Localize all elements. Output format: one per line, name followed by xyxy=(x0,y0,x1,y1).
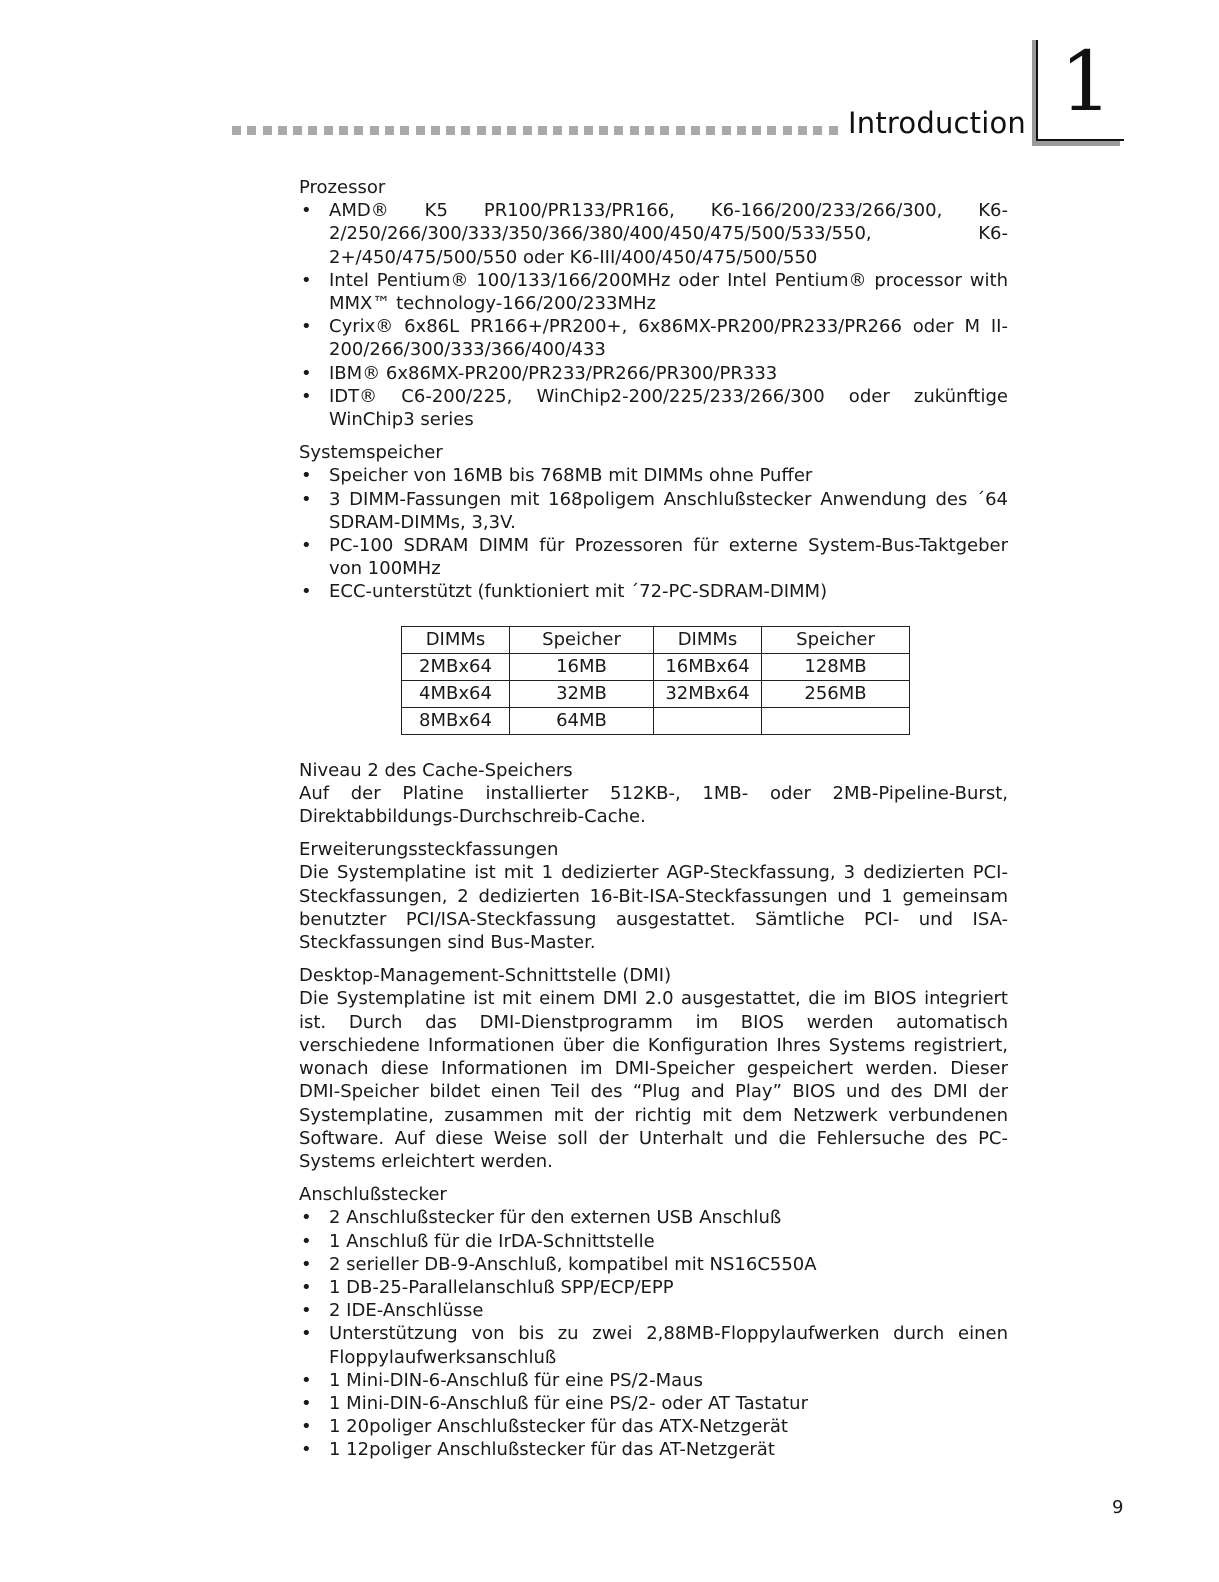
list-item: • 1 Mini-DIN-6-Anschluß für eine PS/2-Maus xyxy=(299,1369,1008,1392)
table-cell: 2MBx64 xyxy=(402,653,510,680)
section-heading: Systemspeicher xyxy=(299,442,443,464)
table-cell: 32MBx64 xyxy=(654,680,762,707)
table-cell: 4MBx64 xyxy=(402,680,510,707)
column-header: DIMMs xyxy=(402,626,510,653)
bullet-list xyxy=(299,464,1008,603)
list-item: • Cyrix® 6x86L PR166+/PR200+, 6x86MX-PR200/PR233/PR266 oder M II-200/266/300/333/366/400/433 xyxy=(299,315,1008,361)
list-item: • 1 20poliger Anschlußstecker für das ATX-Netzgerät xyxy=(299,1415,1008,1438)
list-item: • 1 Anschluß für die IrDA-Schnittstelle xyxy=(299,1230,1008,1253)
section-heading: Prozessor xyxy=(299,177,386,198)
section-heading: Niveau 2 des Cache-Speichers xyxy=(299,759,573,781)
chapter-number-box xyxy=(1032,35,1124,146)
table-cell: 128MB xyxy=(762,653,910,680)
list-item: • AMD® K5 PR100/PR133/PR166, K6-166/200/233/266/300, K6-2/250/266/300/333/350/366/380/400/450/475/500/533/550, K6-2+/450/475/500/550 oder K6-III/400/450/475/500/550 xyxy=(299,199,1008,269)
section-anschluss xyxy=(299,1183,1008,1461)
list-item: • IBM® 6x86MX-PR200/PR233/PR266/PR300/PR333 xyxy=(299,362,1008,385)
header-dotted-rule xyxy=(232,126,838,135)
table-cell: 32MB xyxy=(510,680,654,707)
list-item: • 2 IDE-Anschlüsse xyxy=(299,1299,1008,1322)
list-item: • PC-100 SDRAM DIMM für Prozessoren für externe System-Bus-Taktgeber von 100MHz xyxy=(299,534,1008,580)
page-number: 9 xyxy=(1112,1497,1124,1518)
list-item: • 2 Anschlußstecker für den externen USB Anschluß xyxy=(299,1206,1008,1229)
bullet-list xyxy=(299,1206,1008,1461)
section-erweiterung xyxy=(299,838,1008,954)
section-text: Auf der Platine installierter 512KB-, 1MB- oder 2MB-Pipeline-Burst, Direktabbildungs-Durchschreib-Cache. xyxy=(299,782,1008,828)
section-text: Die Systemplatine ist mit 1 dedizierter AGP-Steckfassung, 3 dedizierten PCI-Steckfassungen, 2 dedizierten 16-Bit-ISA-Steckfassungen und 1 gemeinsam benutzter PCI/ISA-Steckfassung ausgestattet. Sämtliche PCI- und ISA-Steckfassungen sind Bus-Master. xyxy=(299,862,1008,954)
list-item: • ECC-unterstützt (funktioniert mit ´72-PC-SDRAM-DIMM) xyxy=(299,580,1008,603)
column-header: DIMMs xyxy=(654,626,762,653)
column-header: Speicher xyxy=(510,626,654,653)
memory-table xyxy=(401,626,910,735)
table-cell xyxy=(762,707,910,734)
table-row xyxy=(402,680,910,707)
list-item: • 1 12poliger Anschlußstecker für das AT-Netzgerät xyxy=(299,1438,1008,1461)
list-item: • 1 DB-25-Parallelanschluß SPP/ECP/EPP xyxy=(299,1276,1008,1299)
section-heading: Anschlußstecker xyxy=(299,1184,447,1206)
list-item: • IDT® C6-200/225, WinChip2-200/225/233/266/300 oder zukünftige WinChip3 series xyxy=(299,385,1008,431)
section-prozessor xyxy=(299,176,1008,431)
table-row xyxy=(402,707,910,734)
table-cell: 16MB xyxy=(510,653,654,680)
chapter-number: 1 xyxy=(1060,35,1113,130)
list-item: • 3 DIMM-Fassungen mit 168poligem Anschlußstecker Anwendung des ´64 SDRAM-DIMMs, 3,3V. xyxy=(299,488,1008,534)
section-systemspeicher xyxy=(299,441,1008,603)
list-item: • 2 serieller DB-9-Anschluß, kompatibel mit NS16C550A xyxy=(299,1253,1008,1276)
table-cell: 64MB xyxy=(510,707,654,734)
chapter-title: Introduction xyxy=(848,106,1027,140)
page-content xyxy=(299,176,1008,1472)
list-item: • Speicher von 16MB bis 768MB mit DIMMs ohne Puffer xyxy=(299,464,1008,487)
table-cell: 8MBx64 xyxy=(402,707,510,734)
list-item: • Intel Pentium® 100/133/166/200MHz oder Intel Pentium® processor with MMX™ technology-166/200/233MHz xyxy=(299,269,1008,315)
section-cache xyxy=(299,759,1008,829)
section-dmi xyxy=(299,964,1008,1173)
list-item: • 1 Mini-DIN-6-Anschluß für eine PS/2- oder AT Tastatur xyxy=(299,1392,1008,1415)
table-cell: 16MBx64 xyxy=(654,653,762,680)
table-cell xyxy=(654,707,762,734)
section-text: Die Systemplatine ist mit einem DMI 2.0 ausgestattet, die im BIOS integriert ist. Durch das DMI-Dienstprogramm im BIOS werden automatisch verschiedene Informationen über die Konfiguration Ihres Systems registriert, wonach diese Informationen im DMI-Speicher gespeichert werden. Dieser DMI-Speicher bildet einen Teil des “Plug and Play” BIOS und des DMI der Systemplatine, zusammen mit der richtig mit dem Netzwerk verbundenen Software. Auf diese Weise soll der Unterhalt und die Fehlersuche des PC-Systems erleichtert werden. xyxy=(299,988,1008,1172)
section-heading: Erweiterungssteckfassungen xyxy=(299,839,559,861)
table-cell: 256MB xyxy=(762,680,910,707)
table-row xyxy=(402,653,910,680)
section-heading: Desktop-Management-Schnittstelle (DMI) xyxy=(299,965,672,987)
column-header: Speicher xyxy=(762,626,910,653)
table-header-row xyxy=(402,626,910,653)
list-item: • Unterstützung von bis zu zwei 2,88MB-Floppylaufwerken durch einen Floppylaufwerksanschluß xyxy=(299,1322,1008,1368)
bullet-list xyxy=(299,199,1008,431)
